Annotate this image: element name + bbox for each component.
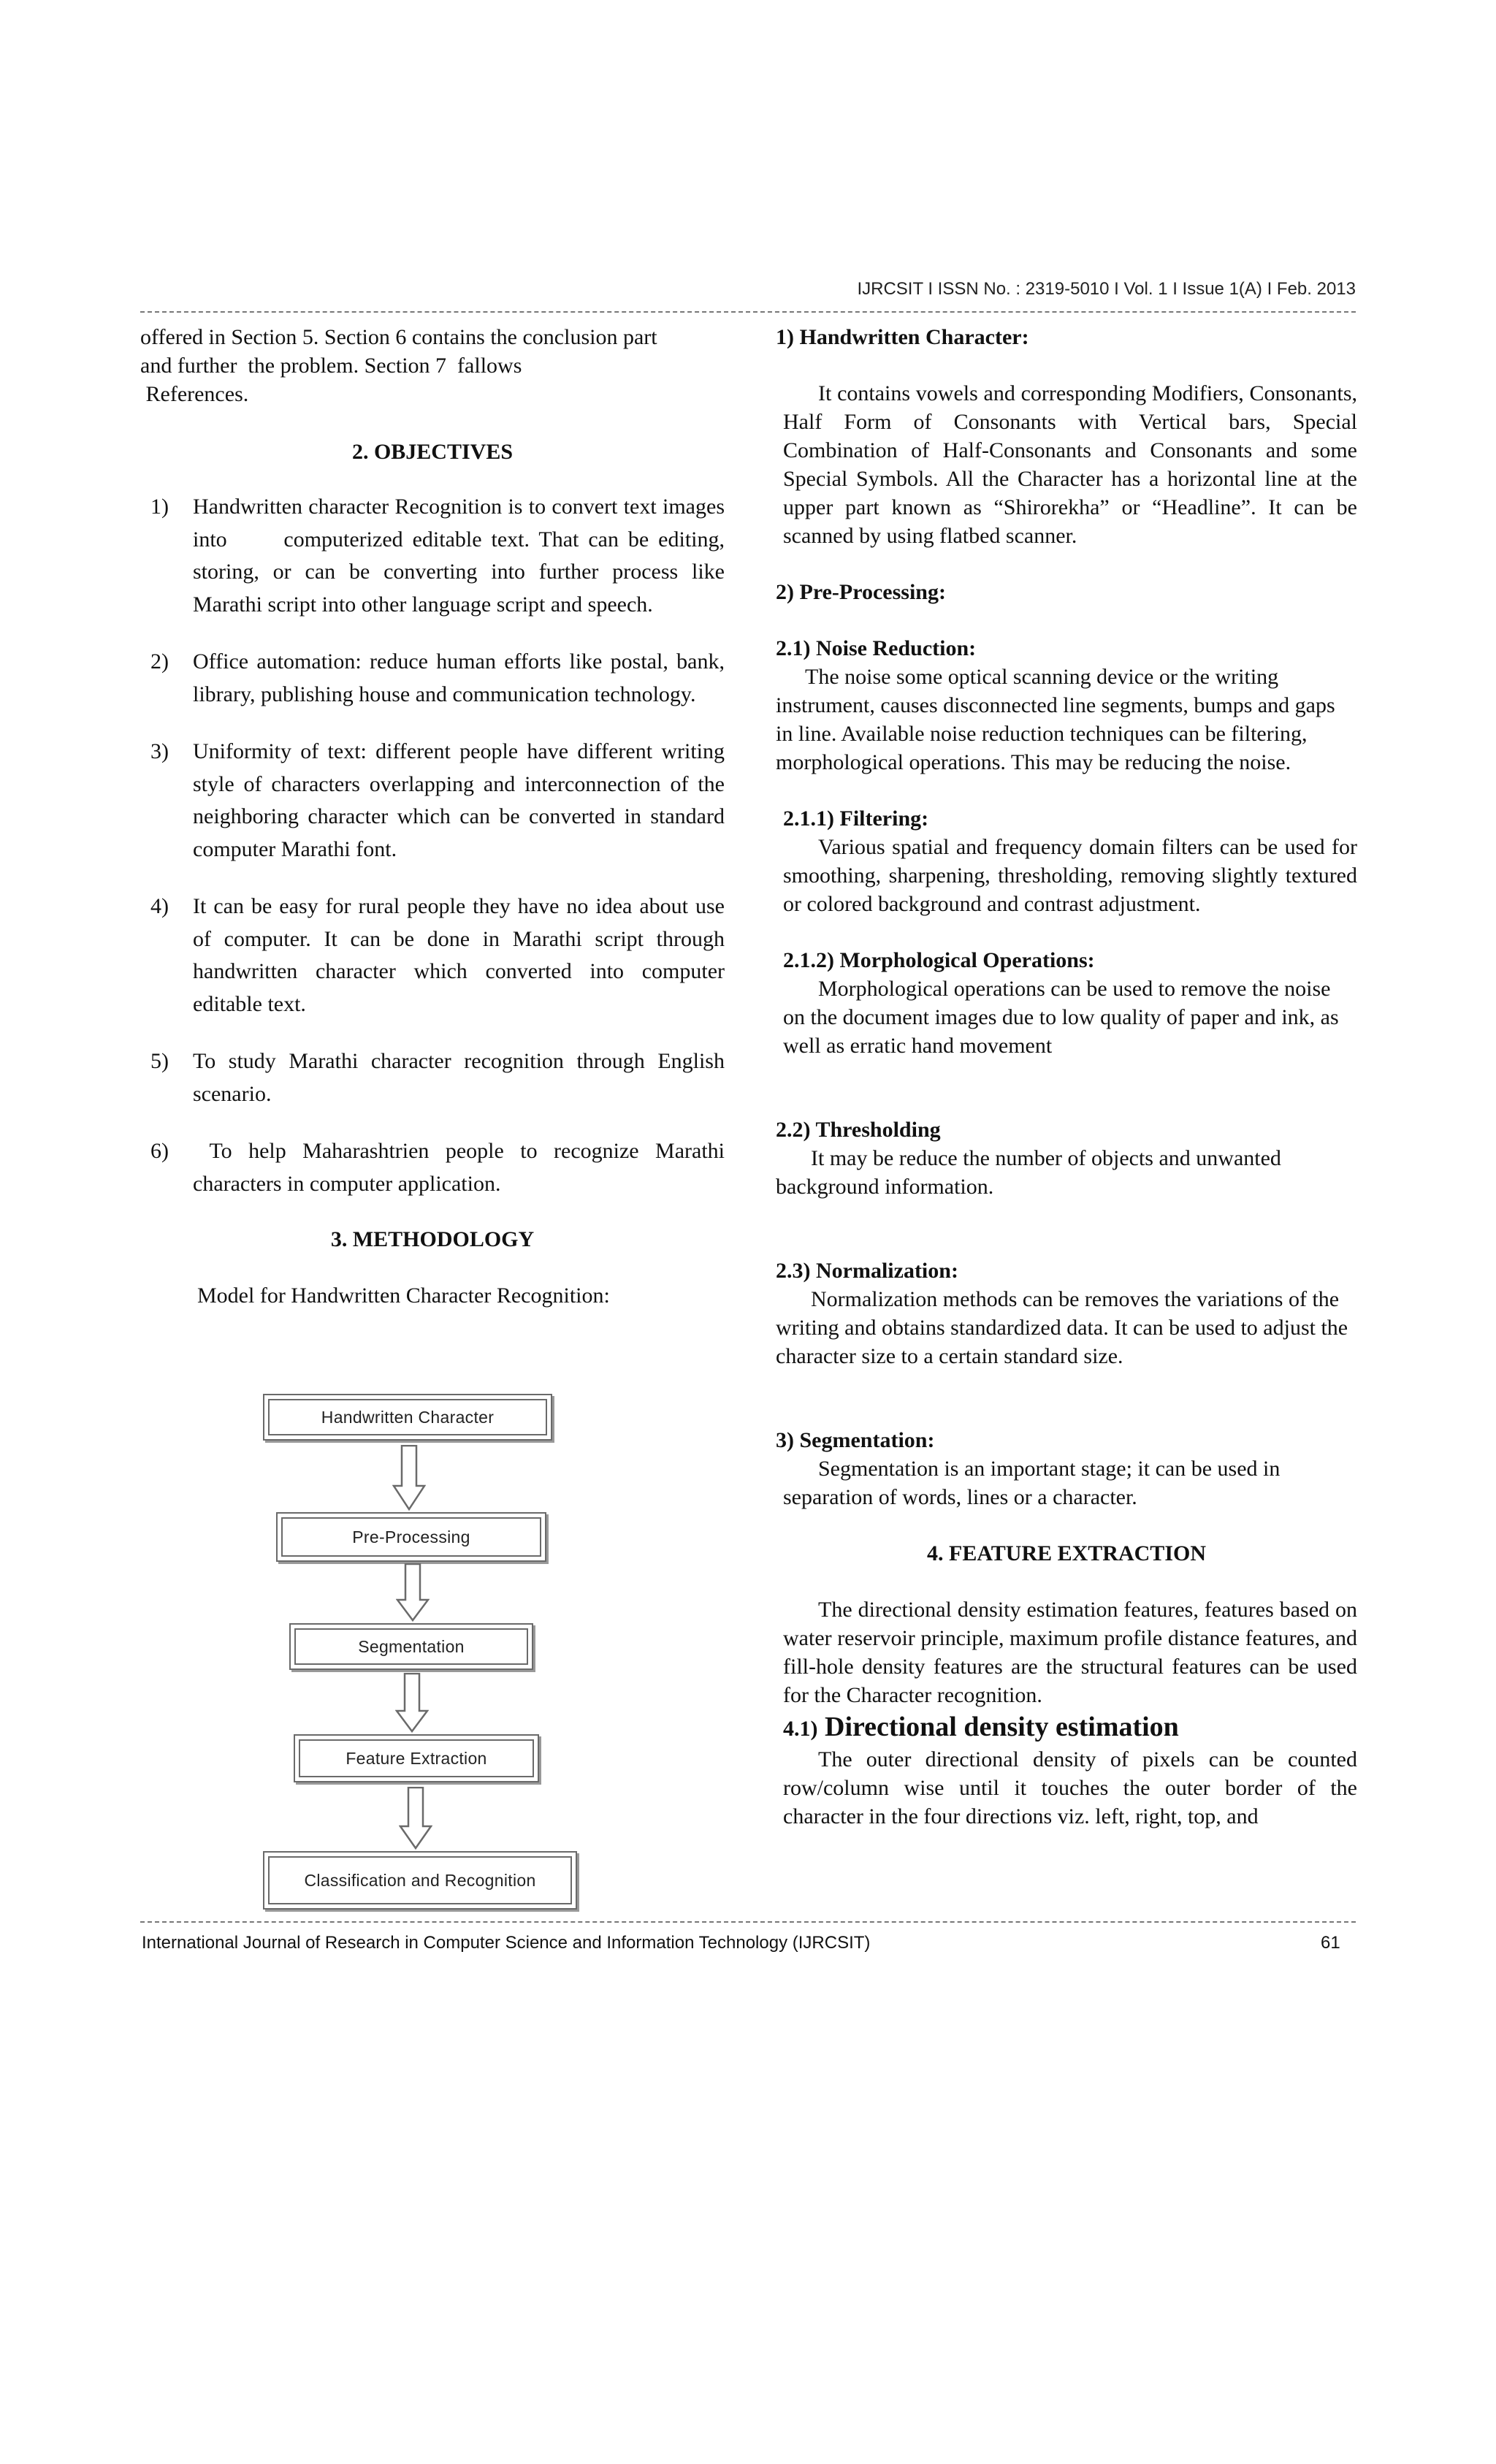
heading-normalization: 2.3) Normalization: [776,1259,958,1283]
flowchart-label: Classification and Recognition [304,1870,536,1890]
objective-text: To help Maharashtrien people to recognize Marathi characters in computer application. [193,1139,730,1196]
objective-marker: 2) [150,649,169,674]
intro-line-1: offered in Section 5. Section 6 contains the conclusion part [140,325,657,349]
page-number: 61 [1321,1933,1340,1953]
paragraph-normalization: Normalization methods can be removes the variations of the writing and obtains standardized data. It can be used to adjust the character size to a certain standard size. [776,1287,1348,1368]
left-column [140,323,730,1310]
heading-thresholding: 2.2) Thresholding [776,1118,941,1142]
objective-text: It can be easy for rural people they have no idea about use of computer. It can be done in Marathi script through handwritten character which converted into computer editable text. [193,894,725,1016]
paragraph-noise-reduction: The noise some optical scanning device or the writing instrument, causes disconnected line segments, bumps and gaps in line. Available noise reduction techniques can be filtering, morphological operations. This may be reducing the noise. [776,665,1335,774]
heading-segmentation: 3) Segmentation: [776,1428,935,1452]
objectives-heading: 2. OBJECTIVES [351,440,514,464]
footer-journal-name: International Journal of Research in Computer Science and Information Technology (IJRCSIT) [142,1933,871,1953]
objective-text: Handwritten character Recognition is to convert text images into computerized editable text. That can be editing, storing, or can be converting into further process like Marathi script into other language script and speech. [193,495,730,617]
heading-pre-processing: 2) Pre-Processing: [776,580,946,604]
objective-item [140,1135,730,1200]
heading-noise-reduction: 2.1) Noise Reduction: [776,636,977,660]
section-title: Directional density estimation [825,1712,1179,1742]
flowchart-box-pre-processing [276,1512,546,1562]
objective-marker: 4) [150,894,169,918]
methodology-flowchart [260,1392,596,1918]
flowchart-label: Handwritten Character [321,1407,495,1427]
heading-morphological-operations: 2.1.2) Morphological Operations: [783,948,1095,972]
intro-line-2: and further the problem. Section 7 fallows [140,354,522,378]
objective-marker: 6) [150,1139,169,1163]
objectives-list [140,491,730,1200]
paragraph-filtering: Various spatial and frequency domain filters can be used for smoothing, sharpening, thresholding, removing slightly textured or colored background and contrast adjustment. [783,835,1357,916]
paragraph-directional-density: The outer directional density of pixels can be counted row/column wise until it touches the outer border of the character in the four directions viz. left, right, top, and [783,1747,1357,1828]
objective-marker: 5) [150,1049,169,1073]
right-column [776,323,1357,1831]
flowchart-box-segmentation [289,1623,533,1670]
paragraph-handwritten-character: It contains vowels and corresponding Modifiers, Consonants, Half Form of Consonants with Vertical bars, Special Combination of Half-Consonants and Consonants and some Special Symbols. All the Character has a horizontal line at the upper part known as “Shirorekha” or “Headline”. It can be scanned by using flatbed scanner. [783,381,1357,548]
objective-text: Uniformity of text: different people have different writing style of characters overlapping and interconnection of the neighboring character which can be converted in standard computer Marathi font. [193,739,725,861]
methodology-heading: 3. METHODOLOGY [330,1227,535,1251]
objective-item [140,890,725,1021]
paragraph-thresholding: It may be reduce the number of objects and unwanted background information. [776,1146,1281,1199]
objective-marker: 1) [150,495,169,519]
objective-text: To study Marathi character recognition through English scenario. [193,1049,725,1106]
objective-item [140,646,725,711]
objective-text: Office automation: reduce human efforts like postal, bank, library, publishing house and communication technology. [193,649,725,706]
paragraph-feature-extraction: The directional density estimation features, features based on water reservoir principle, maximum profile distance features, and fill-hole density features are the structural features can be used for the Character recognition. [783,1598,1357,1707]
footer-rule [140,1921,1356,1923]
objective-marker: 3) [150,739,169,763]
running-head: IJRCSIT I ISSN No. : 2319-5010 I Vol. 1 I Issue 1(A) I Feb. 2013 [857,279,1356,299]
heading-handwritten-character: 1) Handwritten Character: [776,325,1029,349]
paragraph-morphological-operations: Morphological operations can be used to remove the noise on the document images due to low quality of paper and ink, as well as erratic hand movement [783,977,1339,1058]
flowchart-label: Segmentation [358,1636,465,1656]
flowchart-label: Pre-Processing [352,1527,470,1546]
section-number: 4.1) [783,1717,818,1741]
flowchart-box-handwritten-character [263,1394,552,1441]
down-arrow-icon [399,1787,432,1850]
objective-item [140,1045,725,1110]
heading-feature-extraction: 4. FEATURE EXTRACTION [927,1541,1206,1565]
objective-item [140,736,725,866]
model-caption: Model for Handwritten Character Recognition: [197,1284,610,1308]
down-arrow-icon [392,1445,426,1511]
down-arrow-icon [396,1563,430,1622]
objective-item [140,491,730,621]
flowchart-label: Feature Extraction [346,1748,487,1768]
header-rule [140,311,1356,313]
down-arrow-icon [395,1673,429,1733]
heading-directional-density [783,1711,1357,1745]
paragraph-segmentation: Segmentation is an important stage; it can be used in separation of words, lines or a character. [783,1457,1281,1509]
heading-filtering: 2.1.1) Filtering: [783,806,929,831]
intro-line-3: References. [140,382,249,406]
flowchart-box-feature-extraction [294,1734,539,1782]
flowchart-box-classification-recognition [263,1851,577,1910]
